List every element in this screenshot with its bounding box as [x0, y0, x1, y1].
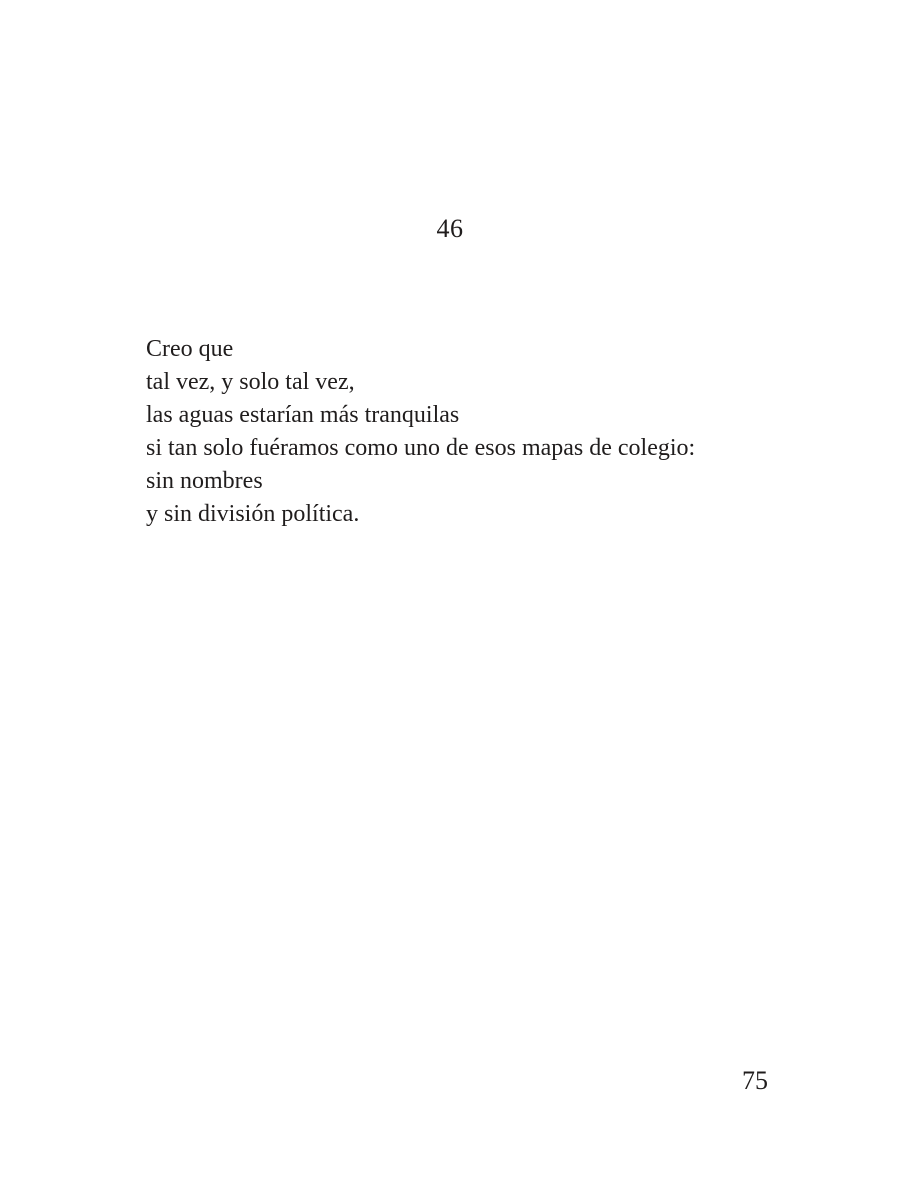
poem-line: sin nombres — [146, 468, 263, 494]
poem-body — [146, 333, 780, 531]
poem-line: y sin división política. — [146, 501, 360, 527]
page-number: 75 — [742, 1066, 768, 1095]
poem-number: 46 — [436, 214, 464, 243]
poem-line: Creo que — [146, 336, 234, 362]
poem-line: si tan solo fuéramos como uno de esos mapas de colegio: — [146, 435, 696, 461]
poem-line: las aguas estarían más tranquilas — [146, 402, 460, 428]
poem-line: tal vez, y solo tal vez, — [146, 369, 355, 395]
